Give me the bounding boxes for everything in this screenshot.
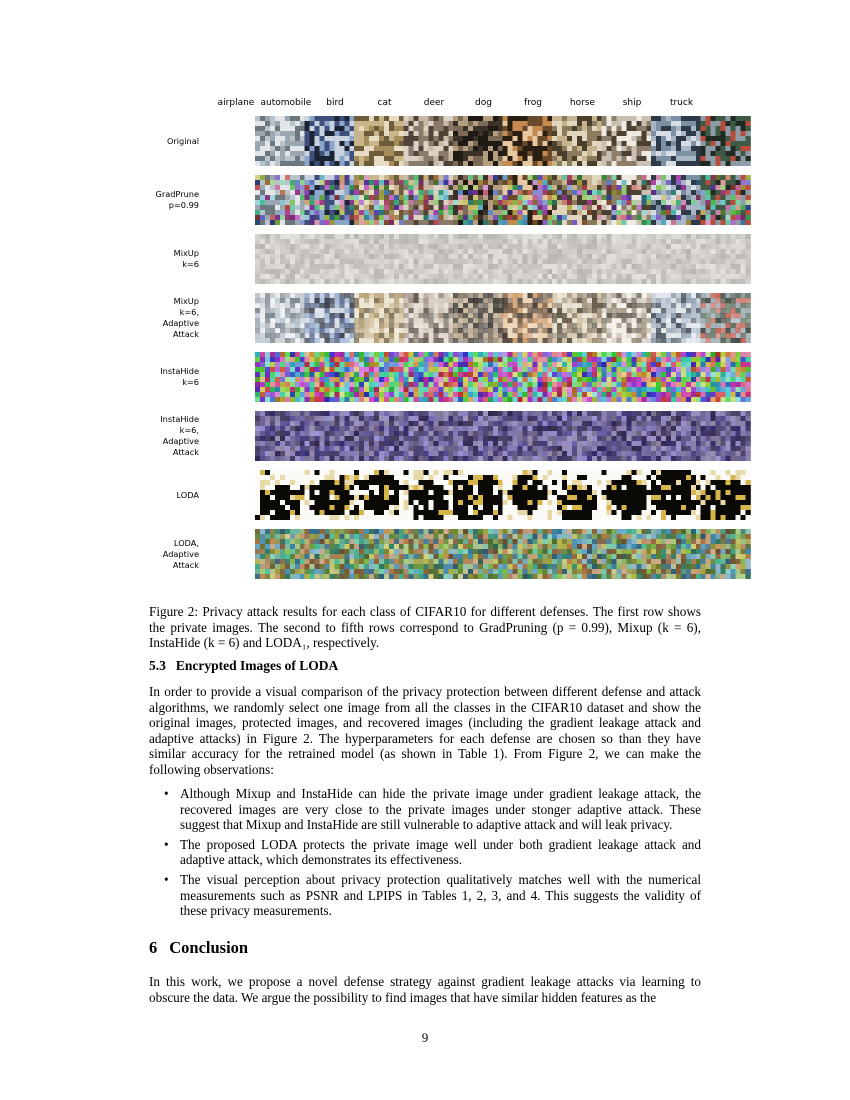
row-label-line: k=6	[182, 377, 199, 387]
image-tile-ship	[651, 116, 701, 166]
image-tile-truck	[701, 470, 751, 520]
image-tile-cat	[404, 116, 454, 166]
row-label	[145, 234, 199, 284]
image-tile-frog	[552, 470, 602, 520]
column-header-frog: frog	[524, 98, 542, 108]
image-tile-airplane	[255, 293, 305, 343]
image-tile-automobile	[305, 175, 355, 225]
image-tile-horse	[602, 411, 652, 461]
row-label-line: k=6	[182, 259, 199, 269]
row-label	[145, 470, 199, 520]
figure-row	[145, 470, 705, 520]
row-label	[145, 175, 199, 225]
image-tile-bird	[354, 175, 404, 225]
image-tile-truck	[701, 116, 751, 166]
image-tile-airplane	[255, 529, 305, 579]
column-headers	[207, 98, 707, 112]
paragraph-observations-intro: In order to provide a visual comparison of the privacy protection between different defense and attack algorithms, we randomly select one image from all the classes in the CIFAR10 dataset and show the original images, protected images, and recovered images (including the gradient leakage attack and adaptive attacks) in Figure 2. The hyperparameters for each defense are chosen so than they have similar accuracy for the retrained model (as shown in Table 1). From Figure 2, we can make the following observations:	[149, 684, 701, 777]
image-tile-horse	[602, 175, 652, 225]
image-tile-dog	[503, 234, 553, 284]
image-tile-cat	[404, 293, 454, 343]
image-tile-deer	[453, 470, 503, 520]
image-tile-horse	[602, 116, 652, 166]
image-tile-airplane	[255, 470, 305, 520]
image-tile-automobile	[305, 352, 355, 402]
image-tile-ship	[651, 175, 701, 225]
image-tile-airplane	[255, 234, 305, 284]
figure-row	[145, 175, 705, 225]
image-tile-frog	[552, 352, 602, 402]
image-tile-ship	[651, 470, 701, 520]
image-strip	[255, 529, 755, 579]
column-header-horse: horse	[569, 98, 596, 108]
image-tile-dog	[503, 116, 553, 166]
row-label	[145, 411, 199, 461]
image-tile-automobile	[305, 293, 355, 343]
image-tile-dog	[503, 411, 553, 461]
image-tile-cat	[404, 352, 454, 402]
image-tile-airplane	[255, 175, 305, 225]
row-label-line: InstaHide	[160, 414, 199, 424]
row-label-line: MixUp	[173, 248, 199, 258]
image-strip	[255, 352, 755, 402]
row-label	[145, 293, 199, 343]
image-tile-cat	[404, 529, 454, 579]
row-label-line: LODA	[176, 489, 199, 500]
row-label-line: LODA,	[173, 537, 199, 548]
section-title: Conclusion	[169, 938, 249, 957]
row-label	[145, 529, 199, 579]
image-strip	[255, 116, 755, 166]
row-label-line: Adaptive	[162, 318, 199, 328]
image-tile-frog	[552, 116, 602, 166]
image-tile-horse	[602, 352, 652, 402]
figure-caption: Figure 2: Privacy attack results for each class of CIFAR10 for different defenses. The first row shows the private images. The second to fifth rows correspond to GradPruning (p = 0.99), Mixup (k = 6), InstaHide (k = 6) and LODA₁, respectively.	[149, 604, 701, 651]
figure-row	[145, 411, 705, 461]
image-tile-deer	[453, 352, 503, 402]
image-tile-ship	[651, 293, 701, 343]
column-header-deer: deer	[423, 98, 445, 108]
figure-row	[145, 293, 705, 343]
row-label-line: Original	[166, 135, 199, 146]
image-tile-truck	[701, 411, 751, 461]
image-tile-dog	[503, 352, 553, 402]
image-tile-frog	[552, 529, 602, 579]
figure-row	[145, 529, 705, 579]
image-tile-deer	[453, 116, 503, 166]
page-number: 9	[421, 1030, 429, 1045]
image-tile-dog	[503, 175, 553, 225]
image-tile-automobile	[305, 529, 355, 579]
image-tile-deer	[453, 175, 503, 225]
image-tile-bird	[354, 529, 404, 579]
paragraph-conclusion: In this work, we propose a novel defense strategy against gradient leakage attacks via learning to obscure the data. We argue the possibility to find images that have similar hidden features as the	[149, 974, 701, 1005]
image-tile-deer	[453, 293, 503, 343]
column-header-truck: truck	[669, 98, 694, 108]
observation-item: • The visual perception about privacy protection qualitatively matches well with the numerical measurements such as PSNR and LPIPS in Tables 1, 2, 3, and 4. This suggests the validity of these privacy measurements.	[160, 872, 701, 919]
row-label-line: k=6,	[179, 425, 199, 435]
figure-row	[145, 352, 705, 402]
image-tile-truck	[701, 175, 751, 225]
section-number: 6	[149, 938, 158, 957]
column-header-automobile: automobile	[260, 98, 312, 108]
image-tile-deer	[453, 411, 503, 461]
section-number: 5.3	[149, 658, 166, 673]
image-tile-automobile	[305, 234, 355, 284]
observation-item: • The proposed LODA protects the private image well under both gradient leakage attack and adaptive attack, which demonstrates its effectiveness.	[160, 837, 701, 868]
image-tile-deer	[453, 234, 503, 284]
image-tile-truck	[701, 529, 751, 579]
column-header-bird: bird	[326, 98, 344, 108]
image-tile-cat	[404, 411, 454, 461]
row-label-line: Attack	[172, 329, 199, 339]
figure-row	[145, 234, 705, 284]
row-label	[145, 352, 199, 402]
image-tile-cat	[404, 175, 454, 225]
figure-row	[145, 116, 705, 166]
row-label-line: Attack	[172, 559, 199, 570]
row-label-line: InstaHide	[160, 366, 199, 376]
image-tile-bird	[354, 116, 404, 166]
image-tile-frog	[552, 234, 602, 284]
column-header-ship: ship	[622, 98, 642, 108]
image-tile-automobile	[305, 116, 355, 166]
image-tile-truck	[701, 234, 751, 284]
row-label-line: p=0.99	[168, 200, 199, 210]
section-heading-6	[149, 938, 248, 958]
image-tile-bird	[354, 234, 404, 284]
image-tile-horse	[602, 529, 652, 579]
column-header-airplane: airplane	[217, 98, 255, 108]
image-tile-ship	[651, 529, 701, 579]
image-tile-horse	[602, 293, 652, 343]
image-tile-frog	[552, 411, 602, 461]
row-label	[145, 116, 199, 166]
row-label-line: MixUp	[173, 296, 199, 306]
image-tile-dog	[503, 470, 553, 520]
row-label-line: Adaptive	[162, 436, 199, 446]
image-tile-bird	[354, 352, 404, 402]
row-label-line: k=6,	[179, 307, 199, 317]
image-tile-automobile	[305, 470, 355, 520]
image-tile-frog	[552, 175, 602, 225]
image-tile-bird	[354, 470, 404, 520]
image-tile-truck	[701, 293, 751, 343]
image-tile-airplane	[255, 411, 305, 461]
image-strip	[255, 293, 755, 343]
image-tile-airplane	[255, 352, 305, 402]
image-strip	[255, 175, 755, 225]
image-tile-bird	[354, 411, 404, 461]
image-tile-bird	[354, 293, 404, 343]
image-tile-horse	[602, 470, 652, 520]
image-tile-ship	[651, 352, 701, 402]
row-label-line: GradPrune	[155, 189, 199, 199]
observation-item: • Although Mixup and InstaHide can hide the private image under gradient leakage attack, the recovered images are very close to the private images under stonger adaptive attack. These suggest that Mixup and InstaHide are still vulnerable to adaptive attack and will leak privacy.	[160, 786, 701, 833]
image-strip	[255, 470, 755, 520]
image-tile-frog	[552, 293, 602, 343]
row-label-line: Adaptive	[162, 548, 199, 559]
image-tile-truck	[701, 352, 751, 402]
image-strip	[255, 234, 755, 284]
observations-list	[160, 786, 701, 923]
image-strip	[255, 411, 755, 461]
image-tile-ship	[651, 234, 701, 284]
column-header-dog: dog	[475, 98, 492, 108]
section-title: Encrypted Images of LODA	[175, 658, 339, 673]
column-header-cat: cat	[377, 98, 392, 108]
section-heading-5-3	[149, 658, 338, 674]
image-tile-cat	[404, 234, 454, 284]
image-tile-deer	[453, 529, 503, 579]
image-tile-automobile	[305, 411, 355, 461]
image-tile-ship	[651, 411, 701, 461]
image-tile-horse	[602, 234, 652, 284]
image-tile-airplane	[255, 116, 305, 166]
image-tile-cat	[404, 470, 454, 520]
row-label-line: Attack	[172, 447, 199, 457]
image-tile-dog	[503, 529, 553, 579]
image-tile-dog	[503, 293, 553, 343]
